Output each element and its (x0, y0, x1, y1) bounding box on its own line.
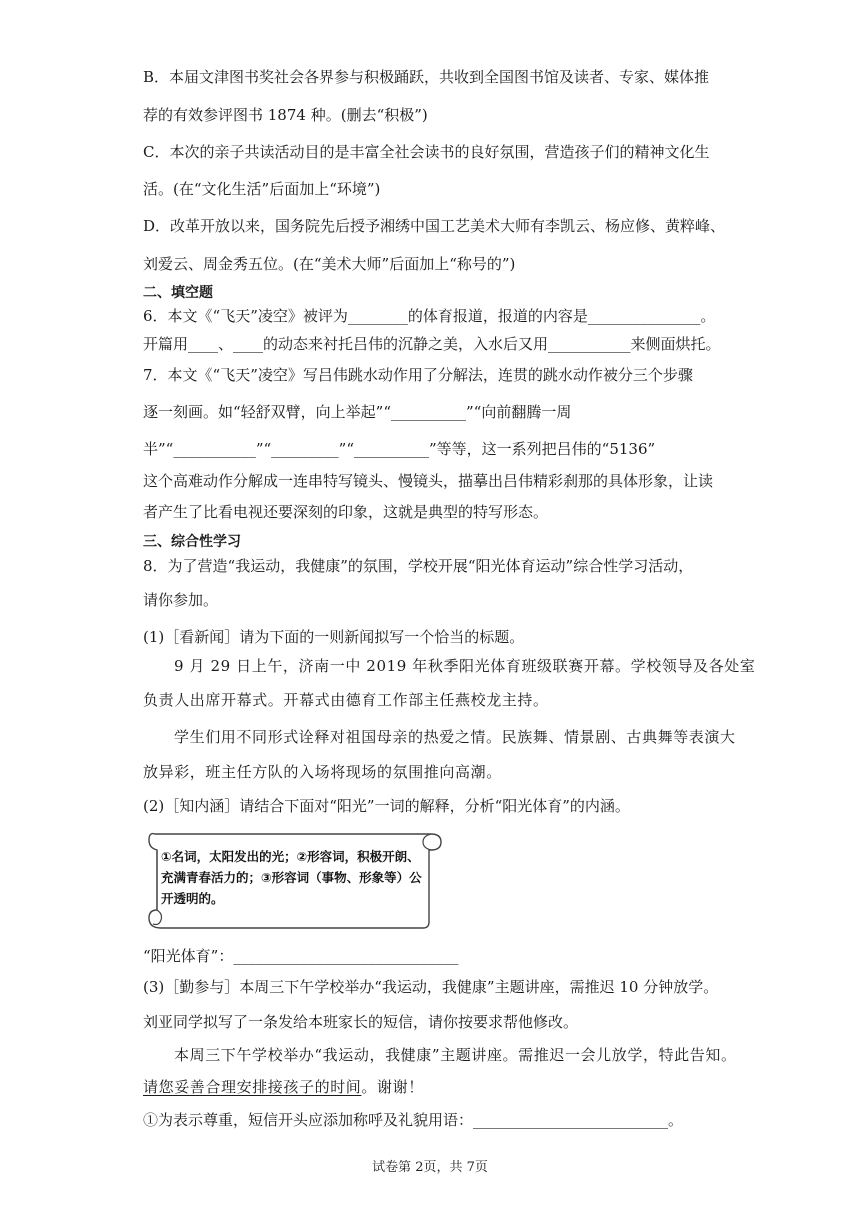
option-d-line2: 刘爱云、周金秀五位。(在“美术大师”后面加上“称号的”) (143, 255, 516, 273)
sms-line1: 本周三下午学校举办“我运动，我健康”主题讲座。需推迟一会儿放学，特此告知。 (174, 1046, 737, 1064)
option-d-line1: D．改革开放以来，国务院先后授予湘绣中国工艺美术大师有李凯云、杨应修、黄粹峰、 (143, 217, 726, 235)
sms-line2 (143, 1077, 723, 1097)
news-paragraph2-line1: 学生们用不同形式诠释对祖国母亲的热爱之情。民族舞、情景剧、古典舞等表演大 (174, 728, 736, 746)
question-8-line2: 请你参加。 (143, 591, 219, 609)
scroll-definition-text: ①名词，太阳发出的光；②形容词，积极开朗、充满青春活力的；③形容词（事物、形象等）公开透明的。 (161, 849, 422, 906)
news-paragraph2-line2: 放异彩，班主任方队的入场将现场的氛围推向高潮。 (143, 763, 502, 781)
question-8-part1: (1)［看新闻］请为下面的一则新闻拟写一个恰当的标题。 (143, 628, 525, 646)
question-8-part3-line2: 刘亚同学拟写了一条发给本班家长的短信，请你按要求帮他修改。 (143, 1013, 579, 1031)
option-c-line1: C．本次的亲子共读活动目的是丰富全社会读书的良好氛围，营造孩子们的精神文化生 (143, 143, 710, 161)
question-8-part3-line1: (3)［勤参与］本周三下午学校举办“我运动，我健康”主题讲座，需推迟 10 分钟放学。 (143, 978, 719, 996)
option-b-line1: B．本届文津图书奖社会各界参与积极踊跃，共收到全国图书馆及读者、专家、媒体推 (143, 68, 710, 86)
page-footer: 试卷第 2页，共 7页 (372, 1160, 488, 1175)
sub-question-1: ①为表示尊重，短信开头应添加称呼及礼貌用语：__________________________。 (143, 1111, 684, 1129)
option-c-line2: 活。(在“文化生活”后面加上“环境”) (143, 180, 381, 198)
question-7-line2: 逐一刻画。如“轻舒双臂，向上举起”“__________”“向前翻腾一周 (143, 403, 572, 421)
definition-scroll (141, 826, 443, 930)
news-paragraph1-line2: 负责人出席开幕式。开幕式由德育工作部主任燕校龙主持。 (143, 691, 549, 709)
question-8-part2: (2)［知内涵］请结合下面对“阳光”一词的解释，分析“阳光体育”的内涵。 (143, 797, 630, 815)
sunshine-sports-answer-line: “阳光体育”：______________________________ (143, 947, 459, 965)
news-paragraph1-line1: 9 月 29 日上午，济南一中 2019 年秋季阳光体育班级联赛开幕。学校领导及各处室 (174, 657, 756, 675)
question-7-line5: 者产生了比看电视还要深刻的印象，这就是典型的特写形态。 (143, 503, 549, 521)
sms-closing: 。谢谢！ (361, 1078, 424, 1096)
question-6-line2: 开篇用____、____的动态来衬托吕伟的沉静之美，入水后又用___________来侧面烘托。 (143, 335, 721, 353)
section-heading-fill-blank: 二、填空题 (143, 285, 213, 301)
option-b-line2: 荐的有效参评图书 1874 种。(删去“积极”) (143, 106, 428, 124)
question-8-line1: 8．为了营造“我运动，我健康”的氛围，学校开展“阳光体育运动”综合性学习活动， (143, 557, 694, 575)
sms-underlined-sentence: 请您妥善合理安排接孩子的时间 (143, 1078, 362, 1096)
question-6-line1: 6．本文《“飞天”凌空》被评为________的体育报道，报道的内容是_______________。 (143, 307, 716, 325)
question-7-line3: 半”“___________”“_________”“__________”等等，这一系列把吕伟的“5136” (143, 440, 656, 458)
section-heading-comprehensive: 三、综合性学习 (143, 534, 241, 550)
question-7-line4: 这个高难动作分解成一连串特写镜头、慢镜头，描摹出吕伟精彩刹那的具体形象，让读 (143, 472, 714, 490)
question-7-line1: 7．本文《“飞天”凌空》写吕伟跳水动作用了分解法，连贯的跳水动作被分三个步骤 (143, 366, 693, 384)
